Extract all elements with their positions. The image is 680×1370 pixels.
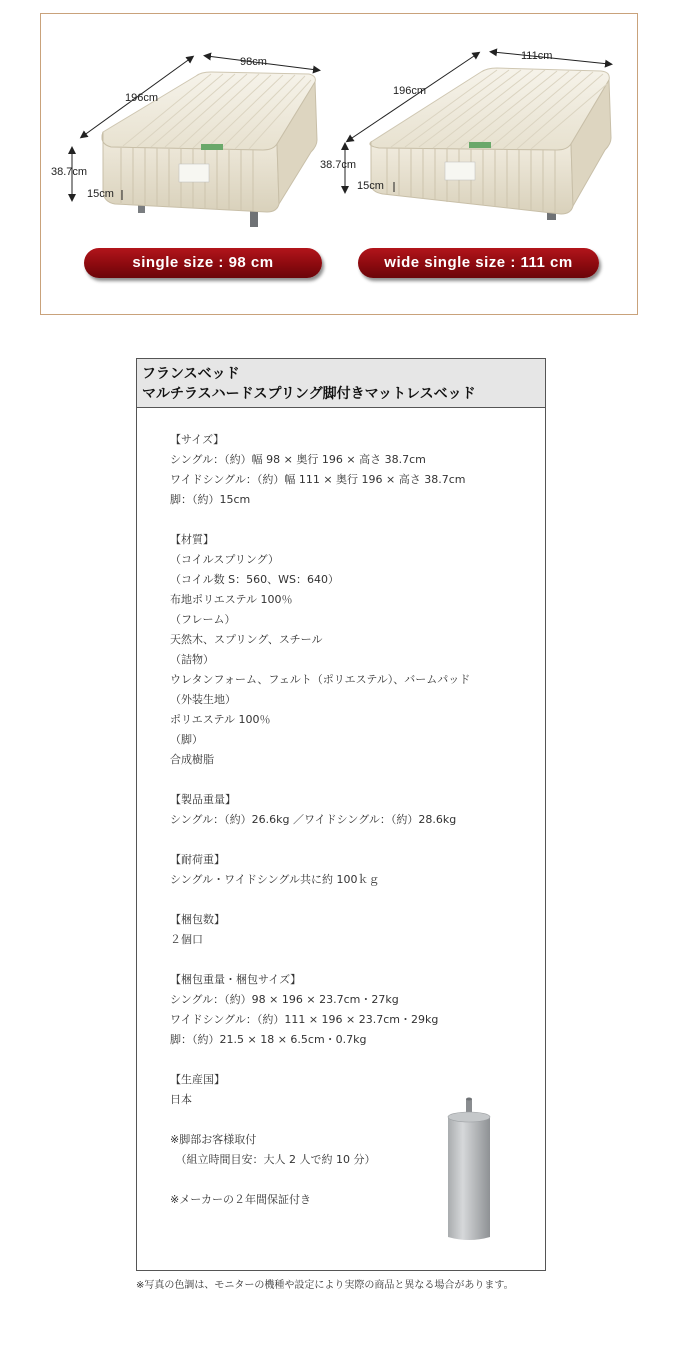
leg-part-image <box>440 1091 500 1251</box>
single-bed-image <box>72 56 317 227</box>
wide-height-label: 38.7cm <box>320 159 357 171</box>
spec-line: （コイル数 S：560、WS：640） <box>170 573 339 586</box>
spec-line: 天然木、スプリング、スチール <box>170 633 323 646</box>
spec-spacer <box>170 510 510 530</box>
spec-line: シングル：（約）幅 98 × 奥行 196 × 高さ 38.7cm <box>170 453 426 466</box>
spec-section-heading: 【生産国】 <box>170 1073 225 1086</box>
spec-section-heading: 【サイズ】 <box>170 433 225 446</box>
spec-line: ワイドシングル：（約）幅 111 × 奥行 196 × 高さ 38.7cm <box>170 473 466 486</box>
spec-table <box>136 358 546 1271</box>
spec-line: 脚：（約）21.5 × 18 × 6.5cm・0.7kg <box>170 1033 367 1046</box>
spec-line: 脚：（約）15cm <box>170 493 251 506</box>
spec-line: 合成樹脂 <box>170 753 214 766</box>
spec-line: （組立時間目安：大人 2 人で約 10 分） <box>170 1153 376 1166</box>
spec-line: （詰物） <box>170 653 214 666</box>
spec-line: 布地ポリエステル 100％ <box>170 593 293 606</box>
spec-line: ※メーカーの２年間保証付き <box>170 1193 311 1206</box>
single-width-label: 98cm <box>240 56 267 68</box>
spec-line: ２個口 <box>170 933 203 946</box>
spec-line: ※脚部お客様取付 <box>170 1133 257 1146</box>
spec-line: シングル：（約）26.6kg ／ワイドシングル：（約）28.6kg <box>170 813 457 826</box>
spec-line: ウレタンフォーム、フェルト（ポリエステル）、バームパッド <box>170 673 471 686</box>
spec-line: ワイドシングル：（約）111 × 196 × 23.7cm・29kg <box>170 1013 439 1026</box>
single-size-badge: single size : 98 cm <box>84 248 322 278</box>
spec-header <box>137 359 545 408</box>
wide-depth-label: 196cm <box>393 85 427 97</box>
spec-line: シングル・ワイドシングル共に約 100ｋｇ <box>170 873 380 886</box>
wide-single-size-badge: wide single size : 111 cm <box>358 248 599 278</box>
spec-section-heading: 【耐荷重】 <box>170 853 225 866</box>
spec-line: ポリエステル 100％ <box>170 713 271 726</box>
spec-line: （外装生地） <box>170 693 236 706</box>
wide-width-label: 111cm <box>521 50 553 62</box>
spec-spacer <box>170 1050 510 1070</box>
spec-section-heading: 【製品重量】 <box>170 793 236 806</box>
spec-line: （コイルスプリング） <box>170 553 280 566</box>
spec-title-brand: フランスベッド <box>142 366 240 382</box>
spec-section-heading: 【材質】 <box>170 533 214 546</box>
wide-leg-label: 15cm <box>357 180 384 192</box>
single-leg-label: 15cm <box>87 188 114 200</box>
product-image-panel <box>40 13 638 315</box>
spec-spacer <box>170 830 510 850</box>
spec-title-product: マルチラスハードスプリング脚付きマットレスベッド <box>142 386 476 402</box>
color-disclaimer: ※写真の色調は、モニターの機種や設定により実際の商品と異なる場合があります。 <box>136 1280 514 1291</box>
spec-spacer <box>170 890 510 910</box>
spec-section-heading: 【梱包重量・梱包サイズ】 <box>170 973 302 986</box>
spec-line: シングル：（約）98 × 196 × 23.7cm・27kg <box>170 993 399 1006</box>
spec-spacer <box>170 950 510 970</box>
spec-section-heading: 【梱包数】 <box>170 913 225 926</box>
single-height-label: 38.7cm <box>51 166 88 178</box>
spec-line: （フレーム） <box>170 613 236 626</box>
spec-line: 日本 <box>170 1093 192 1106</box>
wide-single-bed-image <box>345 52 611 220</box>
spec-spacer <box>170 770 510 790</box>
single-depth-label: 196cm <box>125 92 159 104</box>
spec-line: （脚） <box>170 733 203 746</box>
